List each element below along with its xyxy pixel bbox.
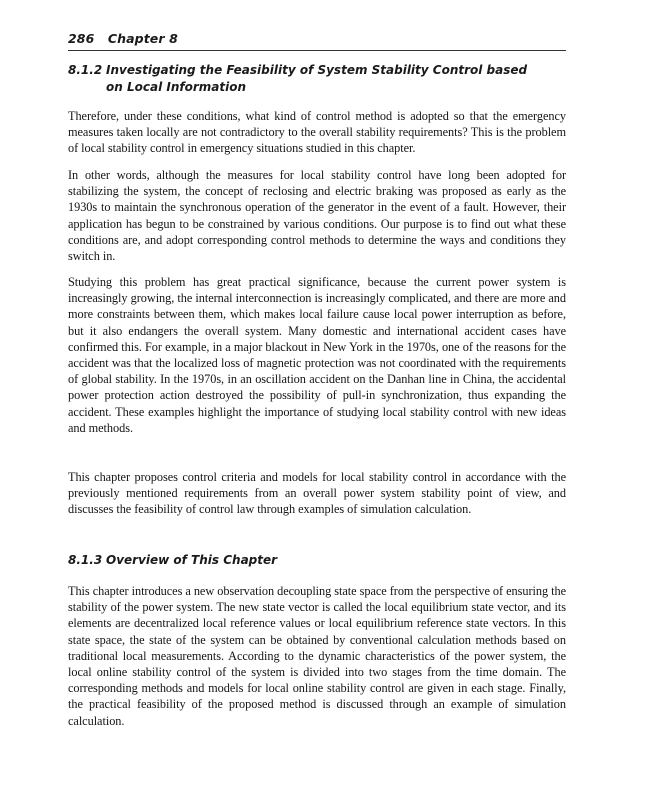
chapter-label: Chapter 8 [107,31,178,46]
paragraph: This chapter introduces a new observation decoupling state space from the perspective of ensuring the stability of the power system. The new state vector is called the local equilibrium state vector, and its elements are decentralized local reference values or local equilibrium reference state vectors. In this state space, the state of the system can be obtained by conventional calculation methods based on traditional local measurements. According to the dynamic characteristics of the power system, the local online stability control of the system is divided into two stages from the time domain. The corresponding methods and models for local online stability control are given in each stage. Finally, the practical feasibility of the proposed method is discussed through an example of simulation calculation. [68,584,566,728]
section-number: 8.1.3 [68,553,103,567]
section-heading [68,552,566,569]
section-title: Overview of This Chapter [106,553,278,567]
section-title: Investigating the Feasibility of System Stability Control based on Local Information [106,63,528,94]
paragraph: In other words, although the measures for local stability control have long been adopted for stabilizing the system, the concept of reclosing and electric braking was proposed as early as the 1930s to maintain the synchronous operation of the generator in the event of a fault. However, their application has begun to be constrained by various conditions. Our purpose is to find out what these conditions are, and adopt corresponding control methods to determine the ways and conditions they switch in. [68,168,566,264]
header-rule [68,50,566,51]
paragraph: This chapter proposes control criteria and models for local stability control in accordance with the previously mentioned requirements from an overall power system stability point of view, and discusses the feasibility of control law through examples of simulation calculation. [68,470,566,517]
paragraph: Therefore, under these conditions, what kind of control method is adopted so that the emergency measures taken locally are not contradictory to the overall stability requirements? This is the problem of local stability control in emergency situations studied in this chapter. [68,109,566,156]
section-heading [68,62,566,96]
paragraph: Studying this problem has great practical significance, because the current power system is increasingly growing, the internal interconnection is increasingly complicated, and there are more and more constraints between them, which makes local failure cause local power interruption as before, but it also endangers the overall system. Many domestic and international accident cases have confirmed this. For example, in a major blackout in New York in the 1970s, one of the reasons for the accident was that the localized loss of magnetic protection was not coordinated with the requirements of global stability. In the 1970s, in an oscillation accident on the Danhan line in China, the accidental power protection action destroyed the possibility of pull-in synchronization, thus expanding the accident. These examples highlight the importance of studying local stability control with new ideas and methods. [68,275,566,435]
page-number: 286 [68,31,95,46]
section-number: 8.1.2 [68,63,103,77]
running-head [68,31,566,46]
